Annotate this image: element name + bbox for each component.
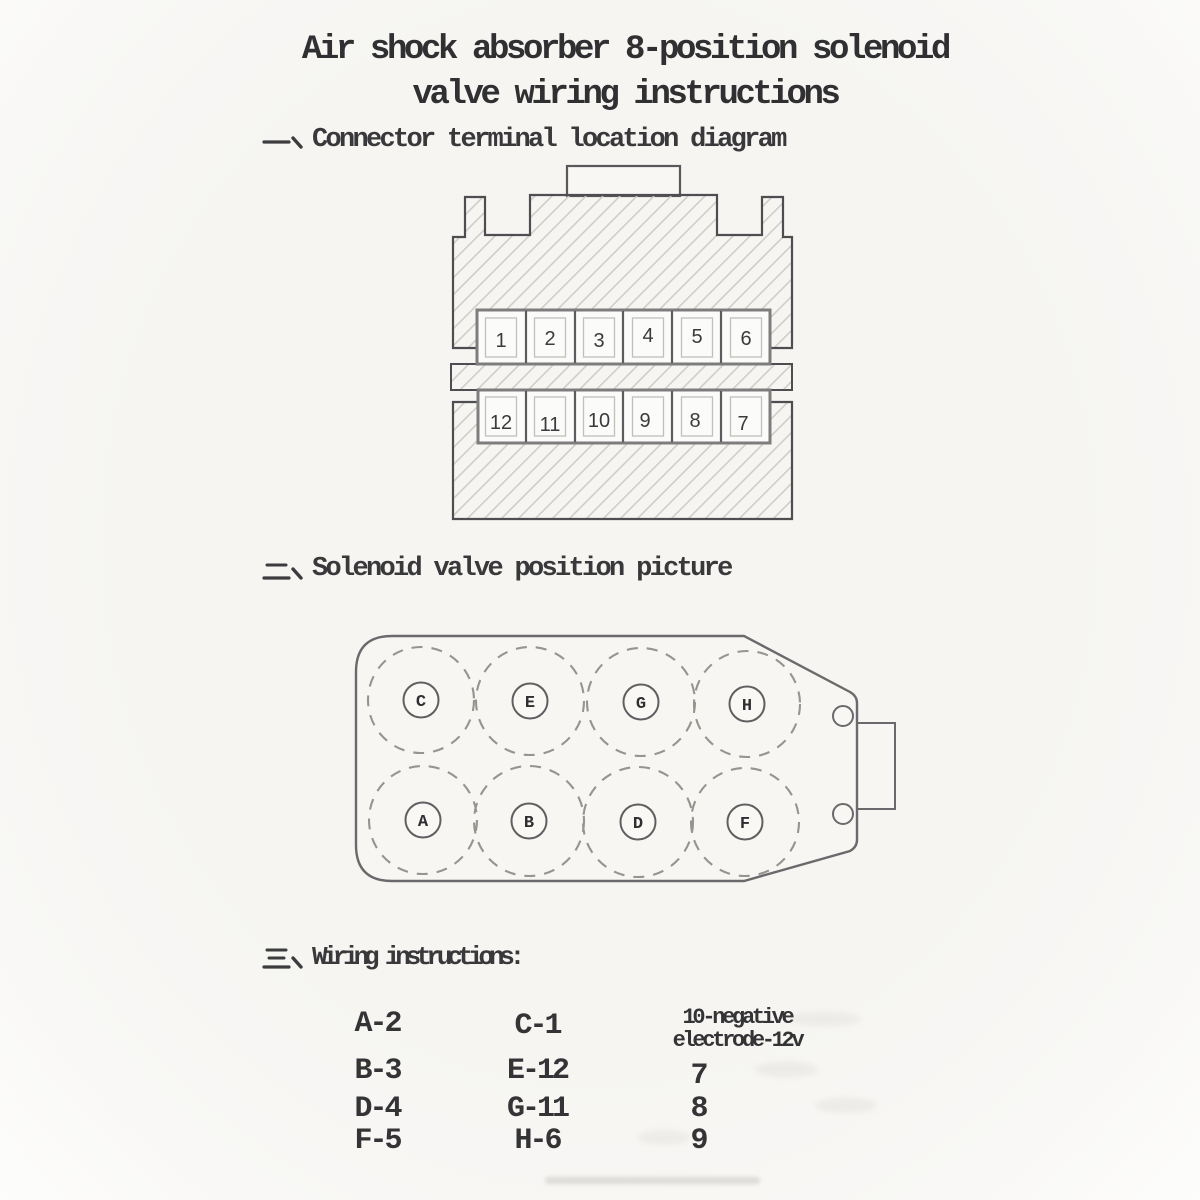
terminal-number: 5 <box>691 326 703 348</box>
wiring-pair: B-3 <box>354 1054 400 1088</box>
section1-heading-text: Connector terminal location diagram <box>312 125 785 155</box>
page-edge-shadow <box>545 1177 760 1184</box>
scan-artifact <box>815 1098 877 1113</box>
chinese-numeral-two-icon <box>262 558 308 584</box>
wiring-pair: E-12 <box>506 1054 567 1088</box>
terminal-number: 12 <box>489 412 513 434</box>
solenoid-label: G <box>635 695 647 714</box>
wiring-negative-electrode-note <box>612 1006 862 1052</box>
terminal-number: 10 <box>587 410 611 432</box>
solenoid-label: A <box>417 813 429 832</box>
solenoid-label: H <box>741 697 753 716</box>
wiring-pair: D-4 <box>354 1092 400 1126</box>
scan-artifact <box>755 1062 817 1077</box>
chinese-numeral-three-icon <box>262 946 308 972</box>
terminal-number: 9 <box>639 410 651 432</box>
wiring-pair: H-6 <box>514 1124 560 1158</box>
section3-heading-text: Wiring instructions: <box>312 942 521 972</box>
solenoid-label: B <box>523 814 535 833</box>
wiring-terminal: 9 <box>690 1124 706 1158</box>
wiring-pair: G-11 <box>506 1092 567 1126</box>
connector-terminal-diagram <box>430 155 810 535</box>
solenoid-label: E <box>524 694 536 713</box>
solenoid-label: D <box>632 815 644 834</box>
terminal-number: 11 <box>539 414 561 436</box>
section2-heading <box>262 556 731 583</box>
solenoid-valve-diagram <box>340 618 920 903</box>
page-title-line1: Air shock absorber 8-position solenoid <box>301 31 949 69</box>
wiring-terminal: 7 <box>690 1059 706 1093</box>
terminal-number: 7 <box>737 413 749 435</box>
chinese-numeral-one-icon <box>262 129 308 155</box>
connector-middle-band <box>451 364 792 390</box>
solenoid-label: C <box>415 693 427 712</box>
connector-top-tab <box>567 166 680 196</box>
terminal-number: 6 <box>740 328 752 350</box>
solenoid-label: F <box>739 815 751 834</box>
section2-heading-text: Solenoid valve position picture <box>312 554 731 584</box>
valve-connector-tab <box>857 723 895 809</box>
page-title <box>60 28 1190 118</box>
terminal-number: 8 <box>689 410 701 432</box>
wiring-terminal: 8 <box>690 1092 706 1126</box>
mounting-hole-bottom <box>833 804 853 824</box>
terminal-number: 3 <box>593 330 605 352</box>
note-line1: 10-negative <box>682 1005 792 1030</box>
wiring-pair: A-2 <box>354 1007 400 1041</box>
page-title-line2: valve wiring instructions <box>412 76 838 114</box>
terminal-number: 2 <box>544 328 556 350</box>
note-line2: electrode-12v <box>672 1028 802 1053</box>
wiring-pair: F-5 <box>354 1124 400 1158</box>
section3-heading <box>262 944 520 971</box>
terminal-number: 4 <box>642 325 654 347</box>
terminal-strip-top <box>477 310 770 364</box>
section1-heading <box>262 127 785 154</box>
mounting-hole-top <box>833 706 853 726</box>
wiring-pair: C-1 <box>514 1009 560 1043</box>
valve-body-outline <box>356 636 857 881</box>
terminal-number: 1 <box>495 330 507 352</box>
terminal-strip-bottom <box>478 390 770 443</box>
